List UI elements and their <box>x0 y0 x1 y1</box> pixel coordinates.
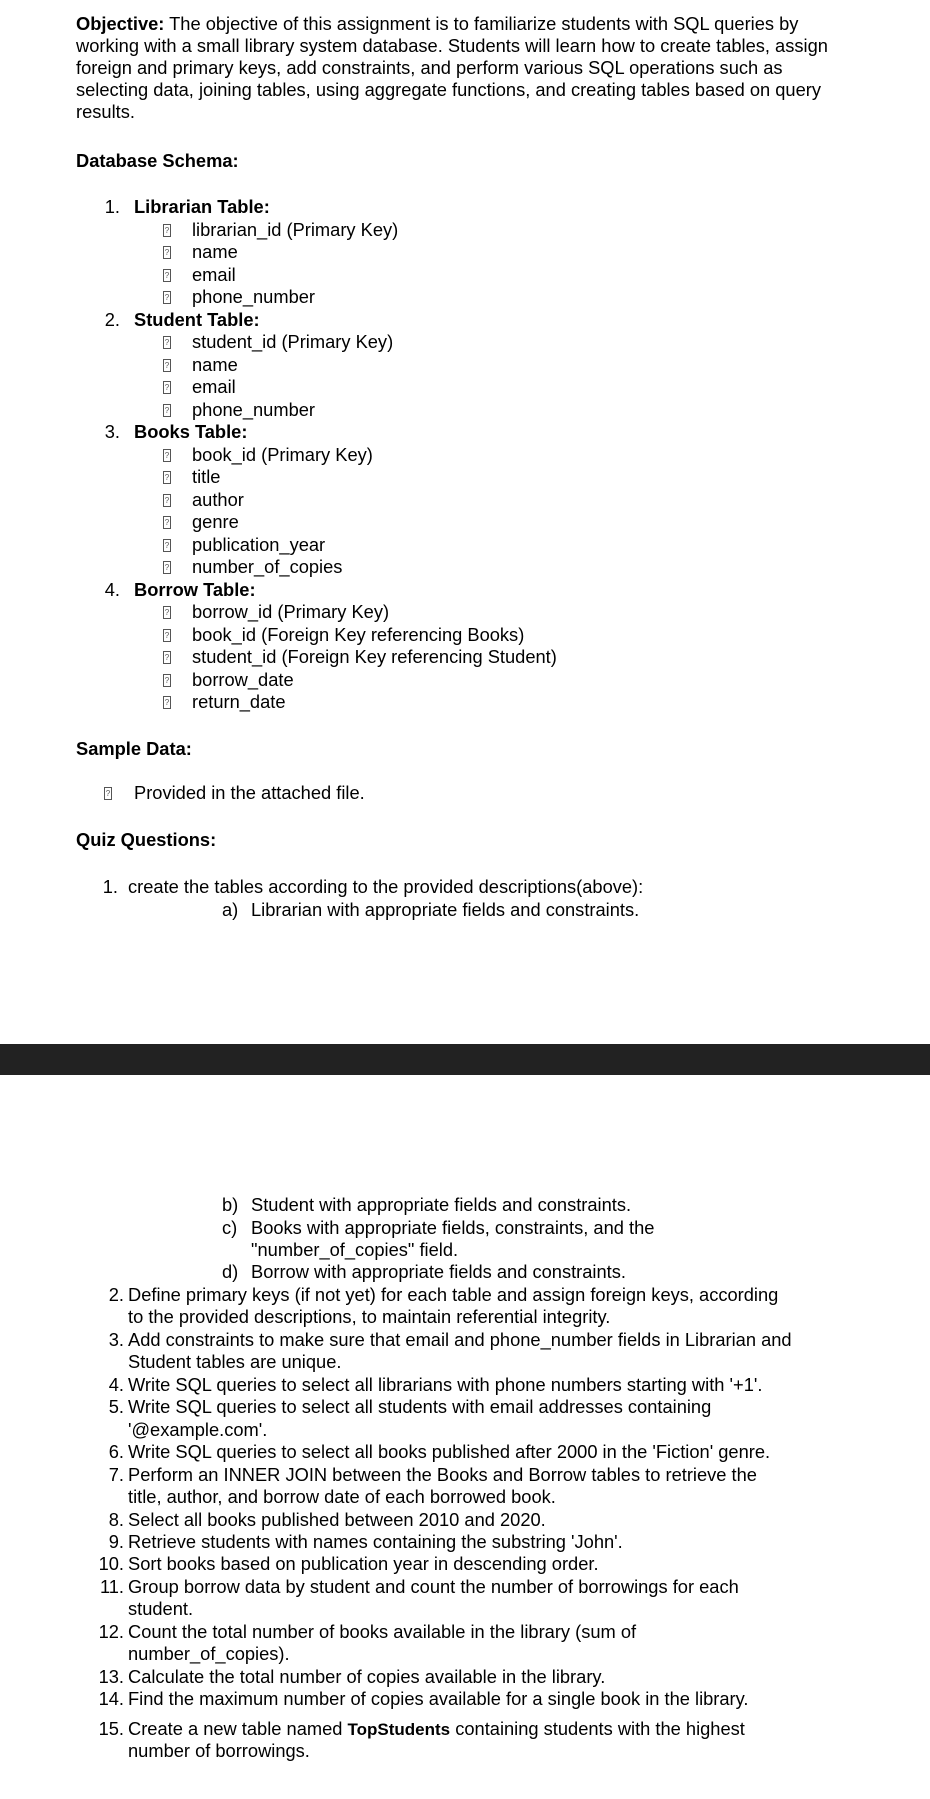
question-text-line: Select all books published between 2010 and 2020. <box>128 1508 546 1530</box>
missing-glyph-bullet-icon: ? <box>164 698 170 707</box>
schema-field: return_date <box>192 691 286 712</box>
question-number: 1. <box>102 876 118 897</box>
question-text-line: Write SQL queries to select all books published after 2000 in the 'Fiction' genre. <box>128 1441 771 1463</box>
schema-table-title: Student Table: <box>134 308 260 330</box>
schema-table-title: Librarian Table: <box>134 196 270 217</box>
schema-field: student_id (Foreign Key referencing Student) <box>192 646 557 667</box>
question-text-line: Calculate the total number of copies available in the library. <box>128 1665 606 1687</box>
schema-field: email <box>192 263 236 285</box>
schema-field: phone_number <box>192 286 315 307</box>
schema-table-number: 1. <box>104 196 120 217</box>
question-1c-text-line1: Books with appropriate fields, constraints, and the <box>251 1217 655 1238</box>
question-number: 14. <box>98 1688 124 1710</box>
question-1-text: create the tables according to the provided descriptions(above): <box>128 876 644 897</box>
question-1b-text: Student with appropriate fields and constraints. <box>251 1194 632 1215</box>
objective-text: The objective of this assignment is to familiarize students with SQL queries by working with a small library system database. Students will learn how to create tables, assign foreign and primary keys, add constraints, and perform various SQL operations such as selecting data, joining tables, using aggregate functions, and creating tables based on query results. <box>76 13 828 122</box>
question-number: 6. <box>108 1441 124 1463</box>
schema-table-number: 3. <box>104 421 120 442</box>
missing-glyph-bullet-icon: ? <box>164 450 170 460</box>
sample-data-item: Provided in the attached file. <box>134 782 365 803</box>
missing-glyph-bullet-icon: ? <box>164 518 170 527</box>
missing-glyph-bullet-icon: ? <box>164 563 170 572</box>
missing-glyph-bullet-icon: ? <box>164 405 170 415</box>
missing-glyph-bullet-icon: ? <box>164 293 170 302</box>
question-text-line: Group borrow data by student and count the number of borrowings for each <box>128 1575 739 1597</box>
schema-field: librarian_id (Primary Key) <box>192 218 399 240</box>
schema-table-title: Books Table: <box>134 421 248 442</box>
missing-glyph-bullet-icon: ? <box>164 675 170 685</box>
schema-field: author <box>192 488 244 510</box>
schema-field: name <box>192 241 238 262</box>
question-text-line: Sort books based on publication year in descending order. <box>128 1553 599 1575</box>
question-1b-letter: b) <box>222 1194 239 1215</box>
question-text-line: Student tables are unique. <box>128 1351 342 1373</box>
objective-label: Objective: <box>76 13 165 34</box>
question-text-line: title, author, and borrow date of each borrowed book. <box>128 1486 556 1508</box>
question-text-line: Perform an INNER JOIN between the Books and Borrow tables to retrieve the <box>128 1463 757 1485</box>
question-text-line: Retrieve students with names containing the substring 'John'. <box>128 1530 623 1552</box>
missing-glyph-bullet-icon: ? <box>164 495 170 505</box>
schema-field: borrow_date <box>192 668 294 690</box>
missing-glyph-bullet-icon: ? <box>164 248 170 257</box>
schema-field: title <box>192 466 221 487</box>
question-text-line: '@example.com'. <box>128 1418 268 1440</box>
question-number: 15. <box>98 1718 124 1739</box>
missing-glyph-bullet-icon: ? <box>164 630 170 640</box>
question-text-line: Find the maximum number of copies available for a single book in the library. <box>128 1688 749 1710</box>
schema-table-title: Borrow Table: <box>134 578 256 600</box>
quiz-heading: Quiz Questions: <box>76 829 217 850</box>
question-1d-text: Borrow with appropriate fields and constraints. <box>251 1261 626 1282</box>
schema-table-number: 2. <box>104 308 120 330</box>
question-text-line: number_of_copies). <box>128 1643 290 1665</box>
missing-glyph-bullet-icon: ? <box>164 473 170 482</box>
question-1c-text-line2: "number_of_copies" field. <box>251 1239 459 1260</box>
missing-glyph-bullet-icon: ? <box>164 360 170 370</box>
question-number: 7. <box>108 1463 124 1485</box>
missing-glyph-bullet-icon: ? <box>164 270 170 280</box>
schema-field: phone_number <box>192 398 315 420</box>
schema-field: genre <box>192 511 239 532</box>
question-number: 2. <box>108 1284 124 1305</box>
question-number: 12. <box>98 1620 124 1642</box>
question-15-text <box>128 1718 745 1741</box>
question-number: 8. <box>108 1508 124 1530</box>
page-separator <box>0 1044 930 1075</box>
missing-glyph-bullet-icon: ? <box>164 653 170 662</box>
question-1a-text: Librarian with appropriate fields and constraints. <box>251 899 640 920</box>
question-15-text-before: Create a new table named <box>128 1718 348 1739</box>
schema-field: book_id (Primary Key) <box>192 443 373 465</box>
question-1d-letter: d) <box>222 1261 239 1282</box>
question-number: 5. <box>108 1396 124 1418</box>
question-number: 9. <box>108 1530 124 1552</box>
schema-field: name <box>192 353 238 375</box>
question-text-line: Define primary keys (if not yet) for each table and assign foreign keys, according <box>128 1284 779 1305</box>
question-1c-letter: c) <box>222 1217 238 1238</box>
sample-data-heading: Sample Data: <box>76 738 192 759</box>
missing-glyph-bullet-icon: ? <box>164 540 170 550</box>
missing-glyph-bullet-icon: ? <box>164 383 170 392</box>
objective-paragraph <box>76 13 856 123</box>
question-15-table-name: TopStudents <box>347 1720 451 1739</box>
schema-field: book_id (Foreign Key referencing Books) <box>192 623 525 645</box>
question-number: 11. <box>99 1575 124 1597</box>
question-text-line: Write SQL queries to select all students with email addresses containing <box>128 1396 712 1418</box>
question-text-line: Add constraints to make sure that email and phone_number fields in Librarian and <box>128 1328 792 1350</box>
schema-heading: Database Schema: <box>76 150 239 171</box>
question-number: 13. <box>98 1665 124 1687</box>
missing-glyph-bullet-icon: ? <box>164 225 170 235</box>
question-text-line: student. <box>128 1598 194 1620</box>
schema-field: borrow_id (Primary Key) <box>192 601 390 622</box>
question-1a-letter: a) <box>222 899 239 920</box>
question-text-line: to the provided descriptions, to maintain referential integrity. <box>128 1306 611 1328</box>
schema-table-number: 4. <box>104 578 120 600</box>
question-number: 4. <box>108 1373 124 1395</box>
question-text-line: Write SQL queries to select all librarians with phone numbers starting with '+1'. <box>128 1373 763 1395</box>
question-15-text-line2: number of borrowings. <box>128 1740 310 1761</box>
missing-glyph-bullet-icon: ? <box>105 789 111 798</box>
question-15-text-after: containing students with the highest <box>450 1718 745 1739</box>
missing-glyph-bullet-icon: ? <box>164 608 170 617</box>
schema-field: student_id (Primary Key) <box>192 331 394 352</box>
question-number: 3. <box>108 1328 124 1350</box>
schema-field: number_of_copies <box>192 556 343 577</box>
missing-glyph-bullet-icon: ? <box>164 338 170 347</box>
schema-field: email <box>192 376 236 397</box>
question-text-line: Count the total number of books available in the library (sum of <box>128 1620 637 1642</box>
schema-field: publication_year <box>192 533 326 555</box>
question-number: 10. <box>98 1553 124 1575</box>
